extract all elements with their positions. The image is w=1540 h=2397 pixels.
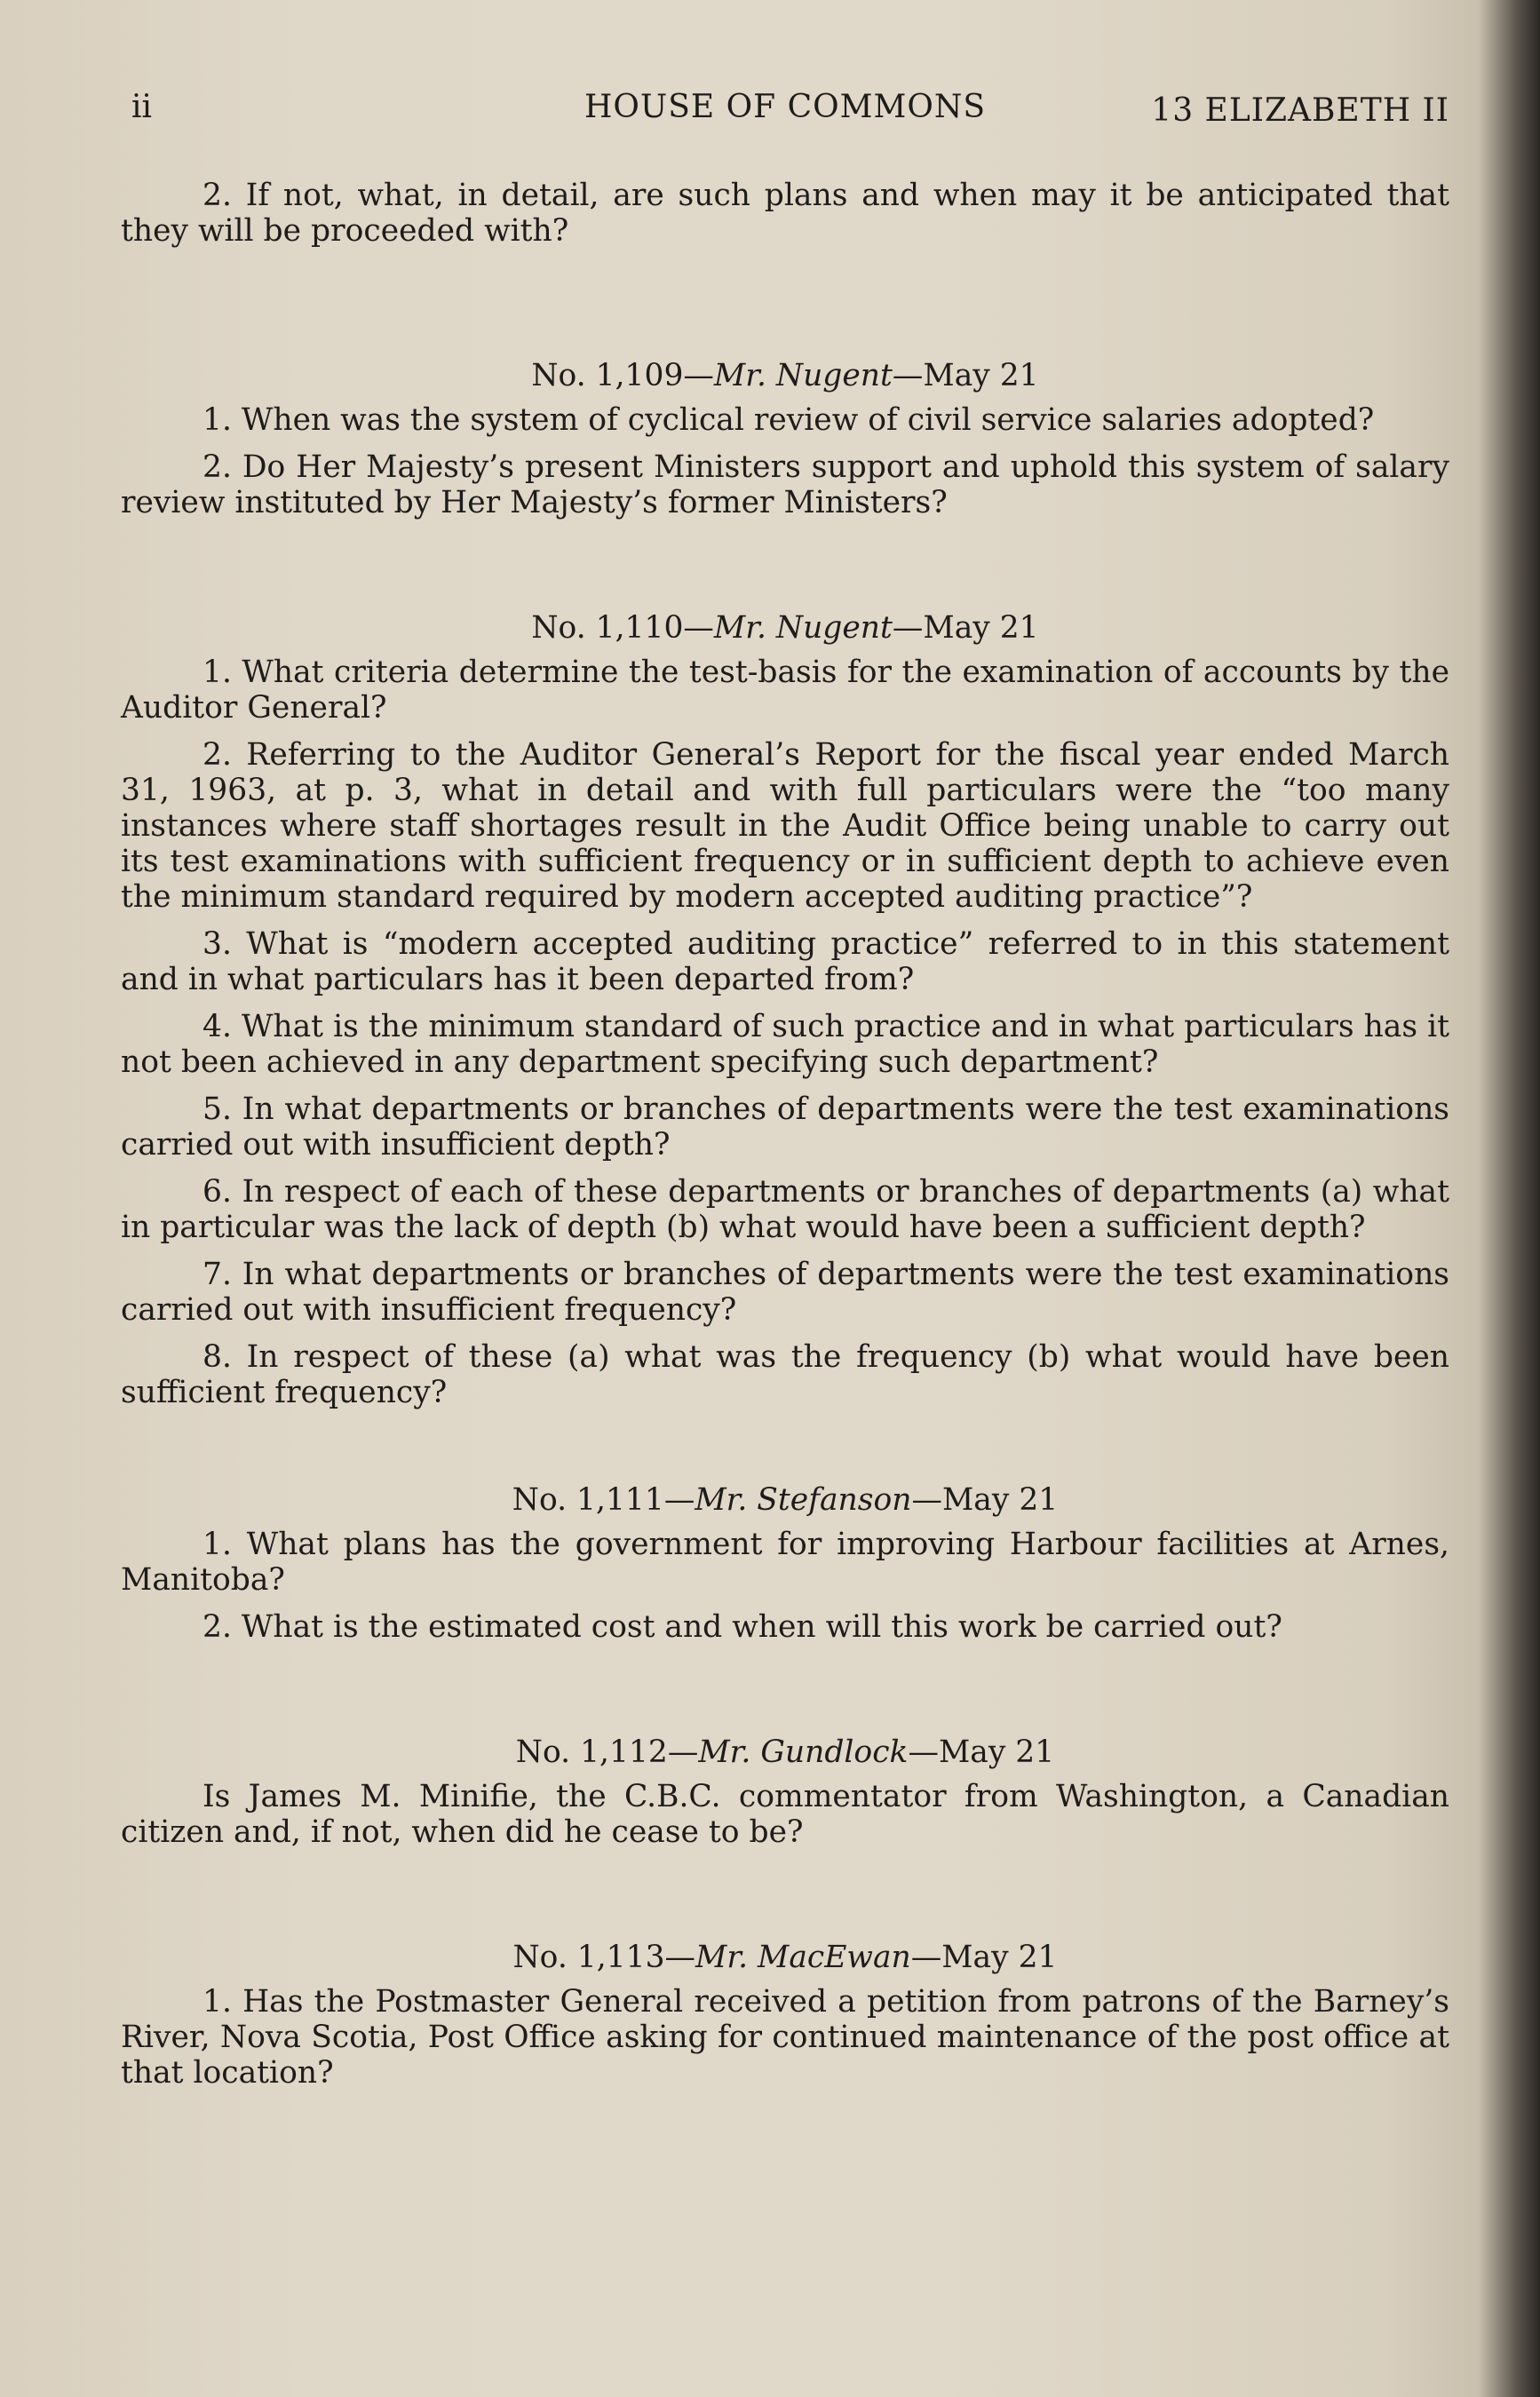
member-name: Mr. Stefanson xyxy=(695,1482,912,1518)
question-block-1112 xyxy=(121,1734,1449,1850)
question-item: 4. What is the minimum standard of such practice and in what particulars has it not been achieved in any department specifying such department? xyxy=(121,1009,1449,1080)
question-item: 3. What is “modern accepted auditing practice” referred to in this statement and in what particulars has it been departed from? xyxy=(121,926,1449,997)
question-item: 7. In what departments or branches of departments were the test examinations carried out with insufficient frequency? xyxy=(121,1257,1449,1328)
question-item: 6. In respect of each of these departments or branches of departments (a) what in particular was the lack of depth (b) what would have been a sufficient depth? xyxy=(121,1174,1449,1245)
question-heading: No. 1,109—Mr. Nugent—May 21 xyxy=(531,358,1039,393)
member-name: Mr. Nugent xyxy=(713,358,893,393)
question-item: Is James M. Minifie, the C.B.C. commentator from Washington, a Canadian citizen and, if not, when did he cease to be? xyxy=(121,1779,1449,1850)
question-item: 1. What criteria determine the test-basis for the examination of accounts by the Auditor General? xyxy=(121,655,1449,726)
question-item: 2. Referring to the Auditor General’s Report for the fiscal year ended March 31, 1963, at p. 3, what in detail and with full particulars were the “too many instances where staff shortages result in the Audit Office being unable to carry out its test examinations with sufficient frequency or in sufficient depth to achieve even the minimum standard required by modern accepted auditing practice”? xyxy=(121,737,1449,915)
question-item: 2. Do Her Majesty’s present Ministers support and uphold this system of salary review instituted by Her Majesty’s former Ministers? xyxy=(121,449,1449,520)
question-item: 8. In respect of these (a) what was the frequency (b) what would have been sufficient frequency? xyxy=(121,1339,1449,1410)
document-body xyxy=(121,178,1449,2102)
question-block-1111 xyxy=(121,1482,1449,1645)
header-title: HOUSE OF COMMONS xyxy=(584,89,987,125)
question-item: 1. What plans has the government for improving Harbour facilities at Arnes, Manitoba? xyxy=(121,1527,1449,1598)
question-heading: No. 1,113—Mr. MacEwan—May 21 xyxy=(512,1940,1058,1975)
question-item: 2. If not, what, in detail, are such plans and when may it be anticipated that they will be proceeded with? xyxy=(121,178,1449,249)
question-block-1109 xyxy=(121,358,1449,520)
question-item: 5. In what departments or branches of departments were the test examinations carried out with insufficient depth? xyxy=(121,1091,1449,1163)
member-name: Mr. MacEwan xyxy=(695,1940,911,1975)
question-heading: No. 1,112—Mr. Gundlock—May 21 xyxy=(515,1734,1055,1770)
question-block-1113 xyxy=(121,1940,1449,2091)
member-name: Mr. Gundlock xyxy=(698,1734,909,1770)
running-header xyxy=(131,89,1449,133)
question-block-1110 xyxy=(121,610,1449,1410)
member-name: Mr. Nugent xyxy=(713,610,893,646)
question-item: 2. What is the estimated cost and when will this work be carried out? xyxy=(202,1609,1282,1645)
page-number: ii xyxy=(131,89,153,125)
header-session: 13 ELIZABETH II xyxy=(1151,92,1449,129)
question-item: 1. Has the Postmaster General received a petition from patrons of the Barney’s River, Nova Scotia, Post Office asking for continued maintenance of the post office at that location? xyxy=(121,1984,1449,2091)
question-item: 1. When was the system of cyclical review of civil service salaries adopted? xyxy=(202,402,1375,438)
question-heading: No. 1,110—Mr. Nugent—May 21 xyxy=(531,610,1039,646)
question-heading: No. 1,111—Mr. Stefanson—May 21 xyxy=(512,1482,1059,1518)
